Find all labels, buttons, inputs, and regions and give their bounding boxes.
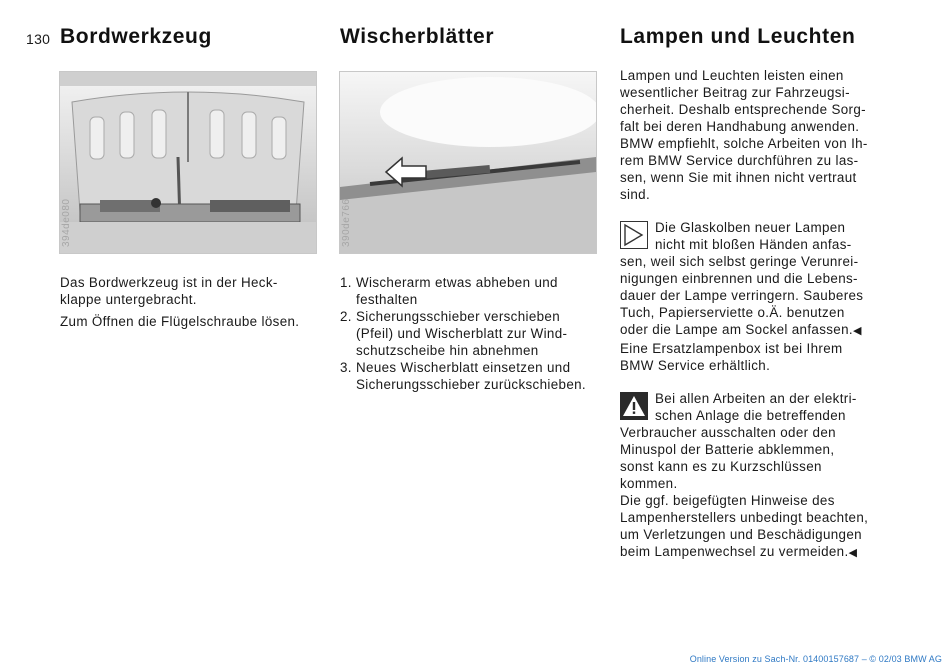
text-line: Neues Wischerblatt einsetzen und xyxy=(356,360,571,375)
footer-copyright: Online Version zu Sach-Nr. 01400157687 – © 02/03 BMW AG xyxy=(689,654,942,664)
text-line: BMW Service erhältlich. xyxy=(620,358,771,373)
text-line: Sicherungsschieber verschieben xyxy=(356,309,561,324)
step-number: 2. xyxy=(340,309,352,324)
text-line: oder die Lampe am Sockel anfassen. xyxy=(620,322,853,337)
wiper-blade-photo xyxy=(339,71,597,254)
list-item xyxy=(340,308,620,359)
note-block xyxy=(620,219,900,340)
spare-lamp-paragraph xyxy=(620,340,900,374)
warning-block xyxy=(620,390,900,562)
text-line: sind. xyxy=(620,187,651,202)
heading-wischerblaetter: Wischerblätter xyxy=(340,25,495,48)
text-line: cherheit. Deshalb entsprechende Sorg- xyxy=(620,102,866,117)
heading-bordwerkzeug: Bordwerkzeug xyxy=(60,25,212,48)
text-line: sen, wenn Sie mit ihnen nicht vertraut xyxy=(620,170,857,185)
wiper-blade-illustration xyxy=(340,72,596,253)
list-item xyxy=(340,274,620,308)
text-line: schen Anlage die betreffenden xyxy=(655,408,846,423)
text-line: kommen. xyxy=(620,476,678,491)
lampen-text xyxy=(620,67,900,562)
text-line: sonst kann es zu Kurzschlüssen xyxy=(620,459,822,474)
wischerblaetter-steps xyxy=(340,274,620,393)
text-line: rem BMW Service durchführen zu las- xyxy=(620,153,859,168)
heading-lampen-und-leuchten: Lampen und Leuchten xyxy=(620,25,856,48)
tool-kit-illustration xyxy=(60,72,316,253)
text-line: (Pfeil) und Wischerblatt zur Wind- xyxy=(356,326,568,341)
text-line: Die ggf. beigefügten Hinweise des xyxy=(620,493,835,508)
text-line: wesentlicher Beitrag zur Fahrzeugsi- xyxy=(620,85,850,100)
steps-list xyxy=(340,274,620,393)
text-line: schutzscheibe hin abnehmen xyxy=(356,343,539,358)
list-item xyxy=(340,359,620,393)
text-line: Minuspol der Batterie abklemmen, xyxy=(620,442,835,457)
step-number: 3. xyxy=(340,360,352,375)
text-line: beim Lampenwechsel zu vermeiden. xyxy=(620,544,849,559)
end-mark-icon: ◀ xyxy=(852,325,862,337)
text-line: Lampen und Leuchten leisten einen xyxy=(620,68,844,83)
figure-code: 390de766 xyxy=(341,198,352,247)
figure-code: 394de080 xyxy=(61,198,72,247)
text-line: Verbraucher ausschalten oder den xyxy=(620,425,836,440)
text-line: nigungen einbrennen und die Lebens- xyxy=(620,271,858,286)
text-line: Bei allen Arbeiten an der elektri- xyxy=(655,391,857,406)
note-triangle-icon xyxy=(620,221,648,249)
intro-paragraph xyxy=(620,67,900,203)
paragraph xyxy=(60,274,322,308)
text-line: Die Glaskolben neuer Lampen xyxy=(655,220,846,235)
text-line: klappe untergebracht. xyxy=(60,292,197,307)
text-line: Eine Ersatzlampenbox ist bei Ihrem xyxy=(620,341,843,356)
text-line: Wischerarm etwas abheben und xyxy=(356,275,558,290)
page-number: 130 xyxy=(26,31,51,47)
text-line: BMW empfiehlt, solche Arbeiten von Ih- xyxy=(620,136,868,151)
warning-icon xyxy=(620,392,648,420)
text-line: falt bei deren Handhabung anwenden. xyxy=(620,119,860,134)
text-line: festhalten xyxy=(356,292,418,307)
bordwerkzeug-text xyxy=(60,274,322,330)
paragraph: Zum Öffnen die Flügelschraube lösen. xyxy=(60,314,300,329)
text-line: dauer der Lampe verringern. Sauberes xyxy=(620,288,864,303)
tool-kit-photo xyxy=(59,71,317,254)
end-mark-icon: ◀ xyxy=(848,547,858,559)
text-line: Tuch, Papierserviette o.Ä. benutzen xyxy=(620,305,845,320)
text-line: sen, weil sich selbst geringe Verunrei- xyxy=(620,254,859,269)
text-line: Lampenherstellers unbedingt beachten, xyxy=(620,510,869,525)
step-number: 1. xyxy=(340,275,352,290)
text-line: um Verletzungen und Beschädigungen xyxy=(620,527,862,542)
text-line: Sicherungsschieber zurückschieben. xyxy=(356,377,586,392)
text-line: Das Bordwerkzeug ist in der Heck- xyxy=(60,275,278,290)
text-line: nicht mit bloßen Händen anfas- xyxy=(655,237,852,252)
